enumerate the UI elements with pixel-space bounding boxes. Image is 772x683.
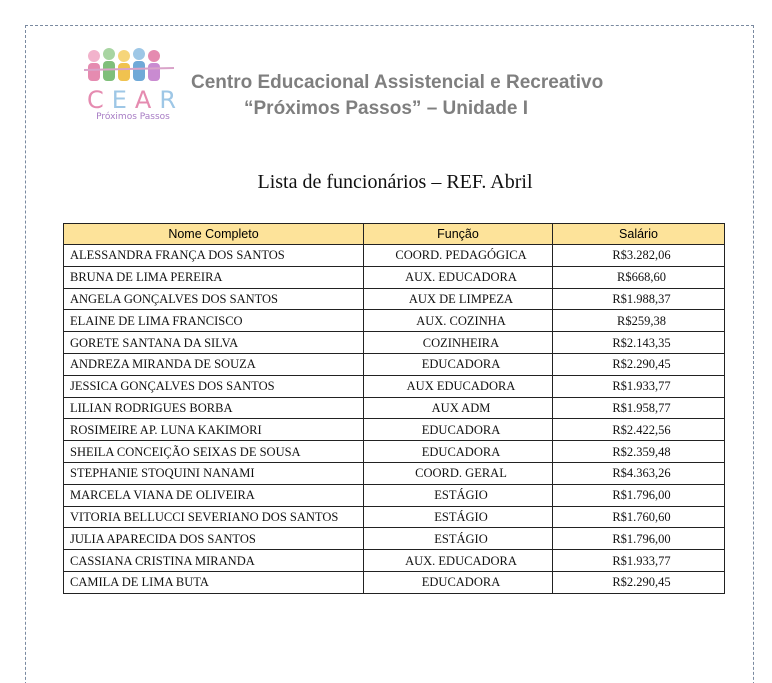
children-figures-icon [82, 46, 178, 90]
employee-salary-cell: R$2.143,35 [553, 332, 725, 354]
table-row [64, 571, 725, 593]
employee-role-cell: ESTÁGIO [364, 506, 553, 528]
employee-role-cell: EDUCADORA [364, 441, 553, 463]
employee-salary-cell: R$2.290,45 [553, 353, 725, 375]
table-row [64, 528, 725, 550]
organization-unit: “Próximos Passos” – Unidade I [244, 98, 529, 119]
logo-letter: E [111, 86, 128, 114]
employee-role-cell: AUX ADM [364, 397, 553, 419]
employee-name-cell: CAMILA DE LIMA BUTA [64, 571, 364, 593]
column-header-role: Função [364, 224, 553, 245]
employee-role-cell: COORD. PEDAGÓGICA [364, 245, 553, 267]
table-row [64, 419, 725, 441]
employee-salary-cell: R$2.359,48 [553, 441, 725, 463]
logo-subtitle: Próximos Passos [96, 112, 170, 122]
employee-name-cell: BRUNA DE LIMA PEREIRA [64, 266, 364, 288]
employee-role-cell: EDUCADORA [364, 419, 553, 441]
employee-name-cell: STEPHANIE STOQUINI NANAMI [64, 462, 364, 484]
employee-name-cell: JULIA APARECIDA DOS SANTOS [64, 528, 364, 550]
employee-role-cell: AUX. EDUCADORA [364, 266, 553, 288]
employee-name-cell: CASSIANA CRISTINA MIRANDA [64, 550, 364, 572]
employee-name-cell: ANDREZA MIRANDA DE SOUZA [64, 353, 364, 375]
table-row [64, 550, 725, 572]
employee-name-cell: SHEILA CONCEIÇÃO SEIXAS DE SOUSA [64, 441, 364, 463]
employee-salary-cell: R$4.363,26 [553, 462, 725, 484]
table-row [64, 288, 725, 310]
employee-salary-cell: R$1.933,77 [553, 550, 725, 572]
employee-name-cell: ANGELA GONÇALVES DOS SANTOS [64, 288, 364, 310]
employee-role-cell: AUX. EDUCADORA [364, 550, 553, 572]
table-row [64, 397, 725, 419]
employee-role-cell: AUX EDUCADORA [364, 375, 553, 397]
column-header-salary: Salário [553, 224, 725, 245]
table-row [64, 506, 725, 528]
employee-role-cell: COORD. GERAL [364, 462, 553, 484]
employee-role-cell: COZINHEIRA [364, 332, 553, 354]
employee-salary-cell: R$1.933,77 [553, 375, 725, 397]
table-row [64, 332, 725, 354]
table-row [64, 245, 725, 267]
employee-salary-cell: R$1.796,00 [553, 484, 725, 506]
employee-role-cell: ESTÁGIO [364, 528, 553, 550]
table-row [64, 441, 725, 463]
employee-salary-cell: R$1.796,00 [553, 528, 725, 550]
column-header-name: Nome Completo [64, 224, 364, 245]
employee-salary-cell: R$2.422,56 [553, 419, 725, 441]
logo-letter: A [134, 86, 153, 114]
logo-letter: R [159, 86, 177, 114]
employee-role-cell: AUX DE LIMPEZA [364, 288, 553, 310]
cear-logo [82, 46, 178, 126]
employee-name-cell: ELAINE DE LIMA FRANCISCO [64, 310, 364, 332]
employee-salary-cell: R$1.988,37 [553, 288, 725, 310]
employee-name-cell: LILIAN RODRIGUES BORBA [64, 397, 364, 419]
table-row [64, 353, 725, 375]
employee-salary-cell: R$668,60 [553, 266, 725, 288]
logo-wordmark [87, 86, 177, 114]
employee-name-cell: VITORIA BELLUCCI SEVERIANO DOS SANTOS [64, 506, 364, 528]
employee-salary-cell: R$259,38 [553, 310, 725, 332]
document-title: Lista de funcionários – REF. Abril [257, 171, 533, 193]
employee-name-cell: JESSICA GONÇALVES DOS SANTOS [64, 375, 364, 397]
staff-table [63, 223, 725, 594]
table-row [64, 375, 725, 397]
table-body [64, 245, 725, 594]
table-row [64, 266, 725, 288]
employee-role-cell: EDUCADORA [364, 571, 553, 593]
logo-letter: C [87, 86, 105, 114]
table-header-row [64, 224, 725, 245]
organization-name: Centro Educacional Assistencial e Recreativo [191, 72, 604, 93]
employee-name-cell: ROSIMEIRE AP. LUNA KAKIMORI [64, 419, 364, 441]
table-row [64, 310, 725, 332]
employee-salary-cell: R$1.958,77 [553, 397, 725, 419]
employee-role-cell: AUX. COZINHA [364, 310, 553, 332]
employee-salary-cell: R$3.282,06 [553, 245, 725, 267]
employee-salary-cell: R$2.290,45 [553, 571, 725, 593]
employee-role-cell: EDUCADORA [364, 353, 553, 375]
employee-name-cell: GORETE SANTANA DA SILVA [64, 332, 364, 354]
table-row [64, 484, 725, 506]
employee-role-cell: ESTÁGIO [364, 484, 553, 506]
table-row [64, 462, 725, 484]
employee-name-cell: MARCELA VIANA DE OLIVEIRA [64, 484, 364, 506]
employee-name-cell: ALESSANDRA FRANÇA DOS SANTOS [64, 245, 364, 267]
employee-salary-cell: R$1.760,60 [553, 506, 725, 528]
